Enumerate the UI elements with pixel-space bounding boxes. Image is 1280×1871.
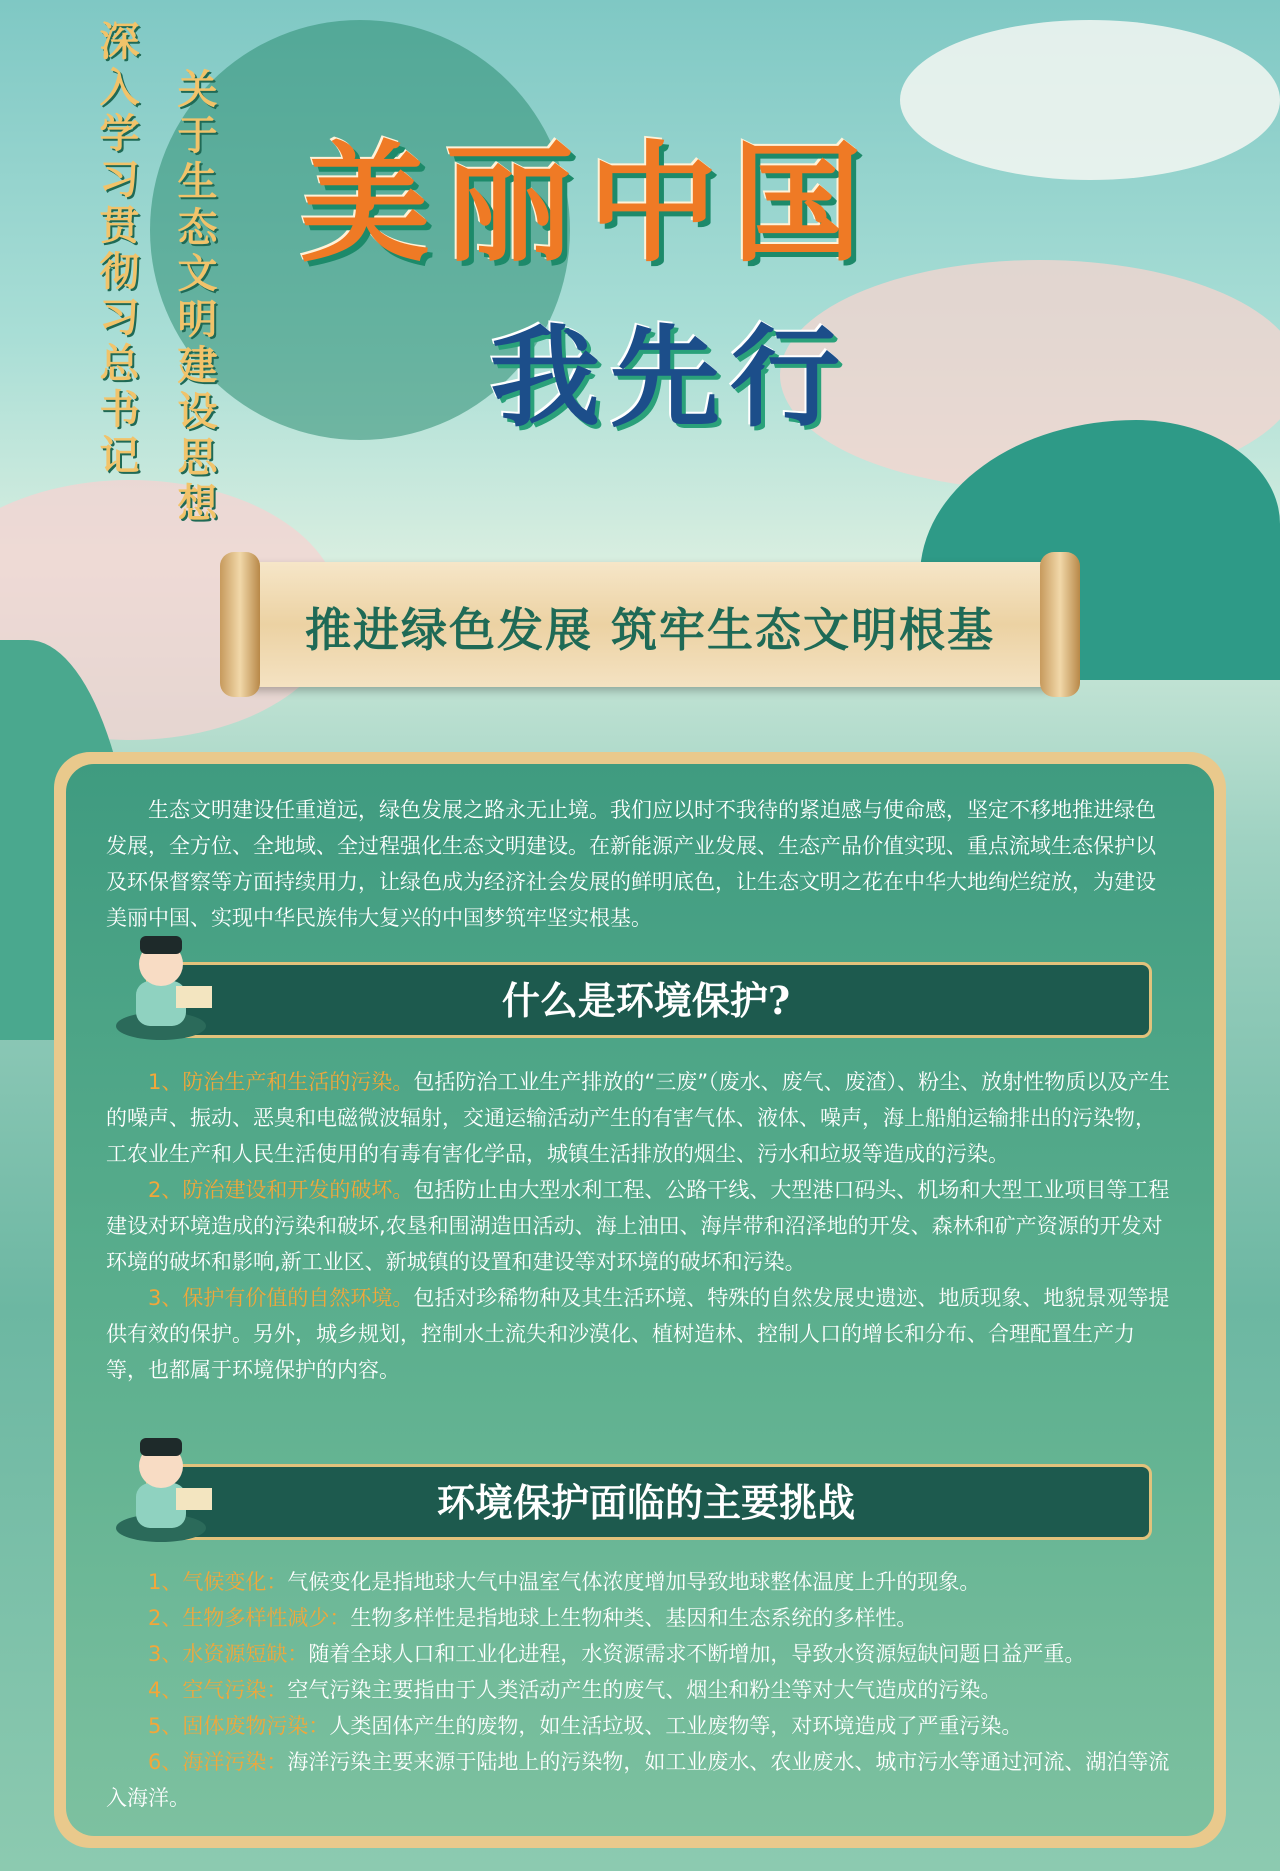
list-item: [106, 1280, 1176, 1388]
item-text: 随着全球人口和工业化进程，水资源需求不断增加，导致水资源短缺问题日益严重。: [308, 1642, 1086, 1666]
vertical-slogan-right: 关于生态文明建设思想: [171, 68, 218, 528]
cloud-decoration: [900, 20, 1280, 180]
vertical-slogan-left: 深入学习贯彻习总书记: [93, 20, 140, 480]
item-text: 生物多样性是指地球上生物种类、基因和生态系统的多样性。: [350, 1606, 918, 1630]
item-text: 空气污染主要指由于人类活动产生的废气、烟尘和粉尘等对大气造成的污染。: [287, 1678, 1002, 1702]
item-number: 1、: [148, 1570, 183, 1594]
section1-list: [106, 1064, 1176, 1388]
item-text: 包括防止由大型水利工程、公路干线、大型港口码头、机场和大型工业项目等工程建设对环境造成的污染和破坏,农垦和围湖造田活动、海上油田、海岸带和沼泽地的开发、森林和矿产资源的开发对环境的破坏和影响,新工业区、新城镇的设置和建设等对环境的破坏和污染。: [106, 1178, 1170, 1274]
item-heading: 防治生产和生活的污染。: [182, 1070, 414, 1094]
scroll-banner-text: 推进绿色发展 筑牢生态文明根基: [304, 603, 995, 657]
section-header-what-is: [106, 956, 1156, 1038]
item-text: 人类固体产生的废物，如生活垃圾、工业废物等，对环境造成了严重污染。: [329, 1714, 1023, 1738]
item-heading: 空气污染：: [182, 1678, 288, 1702]
list-item: [106, 1564, 1176, 1600]
content-panel-inner: [66, 764, 1214, 1836]
item-text: 包括对珍稀物种及其生活环境、特殊的自然发展史遗迹、地质现象、地貌景观等提供有效的保护。另外，城乡规划，控制水土流失和沙漠化、植树造林、控制人口的增长和分布、合理配置生产力等，也都属于环境保护的内容。: [106, 1286, 1170, 1382]
item-number: 6、: [148, 1750, 183, 1774]
title-main: 美丽中国: [300, 127, 877, 280]
section2-list: [106, 1564, 1176, 1816]
item-heading: 气候变化：: [182, 1570, 288, 1594]
list-item: [106, 1636, 1176, 1672]
item-heading: 海洋污染：: [182, 1750, 288, 1774]
list-item: [106, 1600, 1176, 1636]
item-number: 4、: [148, 1678, 183, 1702]
item-text: 包括防治工业生产排放的“三废”（废水、废气、废渣）、粉尘、放射性物质以及产生的噪声、振动、恶臭和电磁微波辐射，交通运输活动产生的有害气体、液体、噪声，海上船舶运输排出的污染物，工农业生产和人民生活使用的有毒有害化学品，城镇生活排放的烟尘、污水和垃圾等造成的污染。: [106, 1070, 1171, 1166]
item-heading: 生物多样性减少：: [182, 1606, 351, 1630]
section-title-what-is: 什么是环境保护?: [501, 978, 791, 1023]
list-item: [106, 1064, 1176, 1172]
item-text: 海洋污染主要来源于陆地上的污染物，如工业废水、农业废水、城市污水等通过河流、湖泊等流入海洋。: [106, 1750, 1170, 1810]
item-number: 3、: [148, 1642, 183, 1666]
title-sub: 我先行: [490, 313, 850, 442]
section-title-challenges: 环境保护面临的主要挑战: [436, 1480, 855, 1525]
item-heading: 防治建设和开发的破坏。: [182, 1178, 414, 1202]
item-number: 3、: [148, 1286, 183, 1310]
list-item: [106, 1708, 1176, 1744]
item-heading: 水资源短缺：: [182, 1642, 309, 1666]
item-heading: 保护有价值的自然环境。: [182, 1286, 414, 1310]
list-item: [106, 1744, 1176, 1816]
list-item: [106, 1672, 1176, 1708]
content-panel: [54, 752, 1226, 1848]
section-header-challenges: [106, 1458, 1156, 1540]
item-heading: 固体废物污染：: [182, 1714, 330, 1738]
intro-paragraph: 生态文明建设任重道远，绿色发展之路永无止境。我们应以时不我待的紧迫感与使命感，坚定不移地推进绿色发展，全方位、全地域、全过程强化生态文明建设。在新能源产业发展、生态产品价值实现、重点流域生态保护以及环保督察等方面持续用力，让绿色成为经济社会发展的鲜明底色，让生态文明之花在中华大地绚烂绽放，为建设美丽中国、实现中华民族伟大复兴的中国梦筑牢坚实根基。: [106, 798, 1156, 930]
list-item: [106, 1172, 1176, 1280]
item-text: 气候变化是指地球大气中温室气体浓度增加导致地球整体温度上升的现象。: [287, 1570, 981, 1594]
scroll-banner: [220, 552, 1080, 697]
item-number: 2、: [148, 1178, 183, 1202]
item-number: 1、: [148, 1070, 183, 1094]
item-number: 2、: [148, 1606, 183, 1630]
item-number: 5、: [148, 1714, 183, 1738]
